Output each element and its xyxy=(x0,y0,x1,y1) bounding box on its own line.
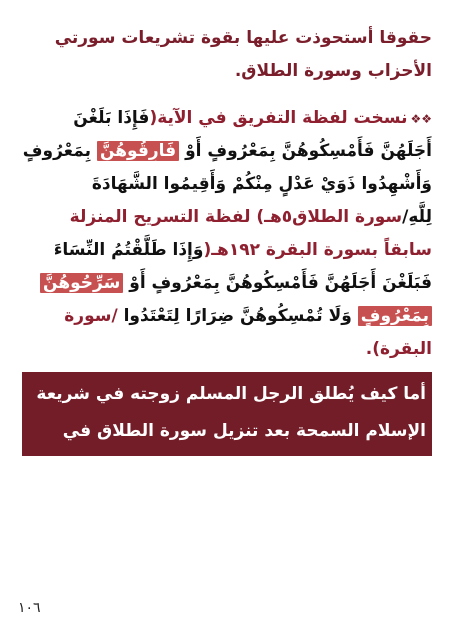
paragraph-line-8: البقرة). xyxy=(365,339,432,359)
banner-line-2: الإسلام السمحة بعد تنزيل سورة الطلاق في xyxy=(62,421,426,441)
highlight-sarrihuhunna: سَرِّحُوهُنَّ xyxy=(40,273,123,293)
paragraph-line-7: بِمَعْرُوفٍ وَلَا تُمْسِكُوهُنَّ ضِرَارًا لِتَعْتَدُوا /سورة xyxy=(22,300,432,333)
paragraph-line-6: فَبَلَغْنَ أَجَلَهُنَّ فَأَمْسِكُوهُنَّ بِمَعْرُوفٍ أَوْ سَرِّحُوهُنَّ xyxy=(22,267,432,300)
highlight-banner xyxy=(22,372,432,456)
paragraph-line-5: سابقاً بسورة البقرة ١٩٢هـ(وَإِذَا طَلَّقْتُمُ النِّسَاءَ xyxy=(53,240,432,260)
paragraph-line-3: وَأَشْهِدُوا ذَوَيْ عَدْلٍ مِنْكُمْ وَأَقِيمُوا الشَّهَادَةَ xyxy=(91,174,432,194)
page-number: ١٠٦ xyxy=(18,600,41,616)
page-content xyxy=(22,22,432,456)
highlight-faariquhunna: فَارِقُوهُنَّ xyxy=(97,141,179,161)
paragraph-line-1: ❖❖نسخت لفظة التفريق في الآية(فَإِذَا بَلَغْنَ xyxy=(73,108,432,128)
paragraph-line-4: لِلَّهِ/سورة الطلاق٥هـ) لفظة التسريح المنزلة xyxy=(69,207,432,227)
intro-line-2: الأحزاب وسورة الطلاق. xyxy=(234,61,432,81)
paragraph-line-2: أَجَلَهُنَّ فَأَمْسِكُوهُنَّ بِمَعْرُوفٍ أَوْ فَارِقُوهُنَّ بِمَعْرُوفٍ xyxy=(22,141,432,161)
banner-line-1: أما كيف يُطلق الرجل المسلم زوجته في شريعة xyxy=(36,384,426,404)
diamond-bullet-icon: ❖❖ xyxy=(410,112,432,126)
intro-line-1: حقوقا أستحوذت عليها بقوة تشريعات سورتي xyxy=(54,28,432,48)
highlight-bimaruf: بِمَعْرُوفٍ xyxy=(358,306,432,326)
